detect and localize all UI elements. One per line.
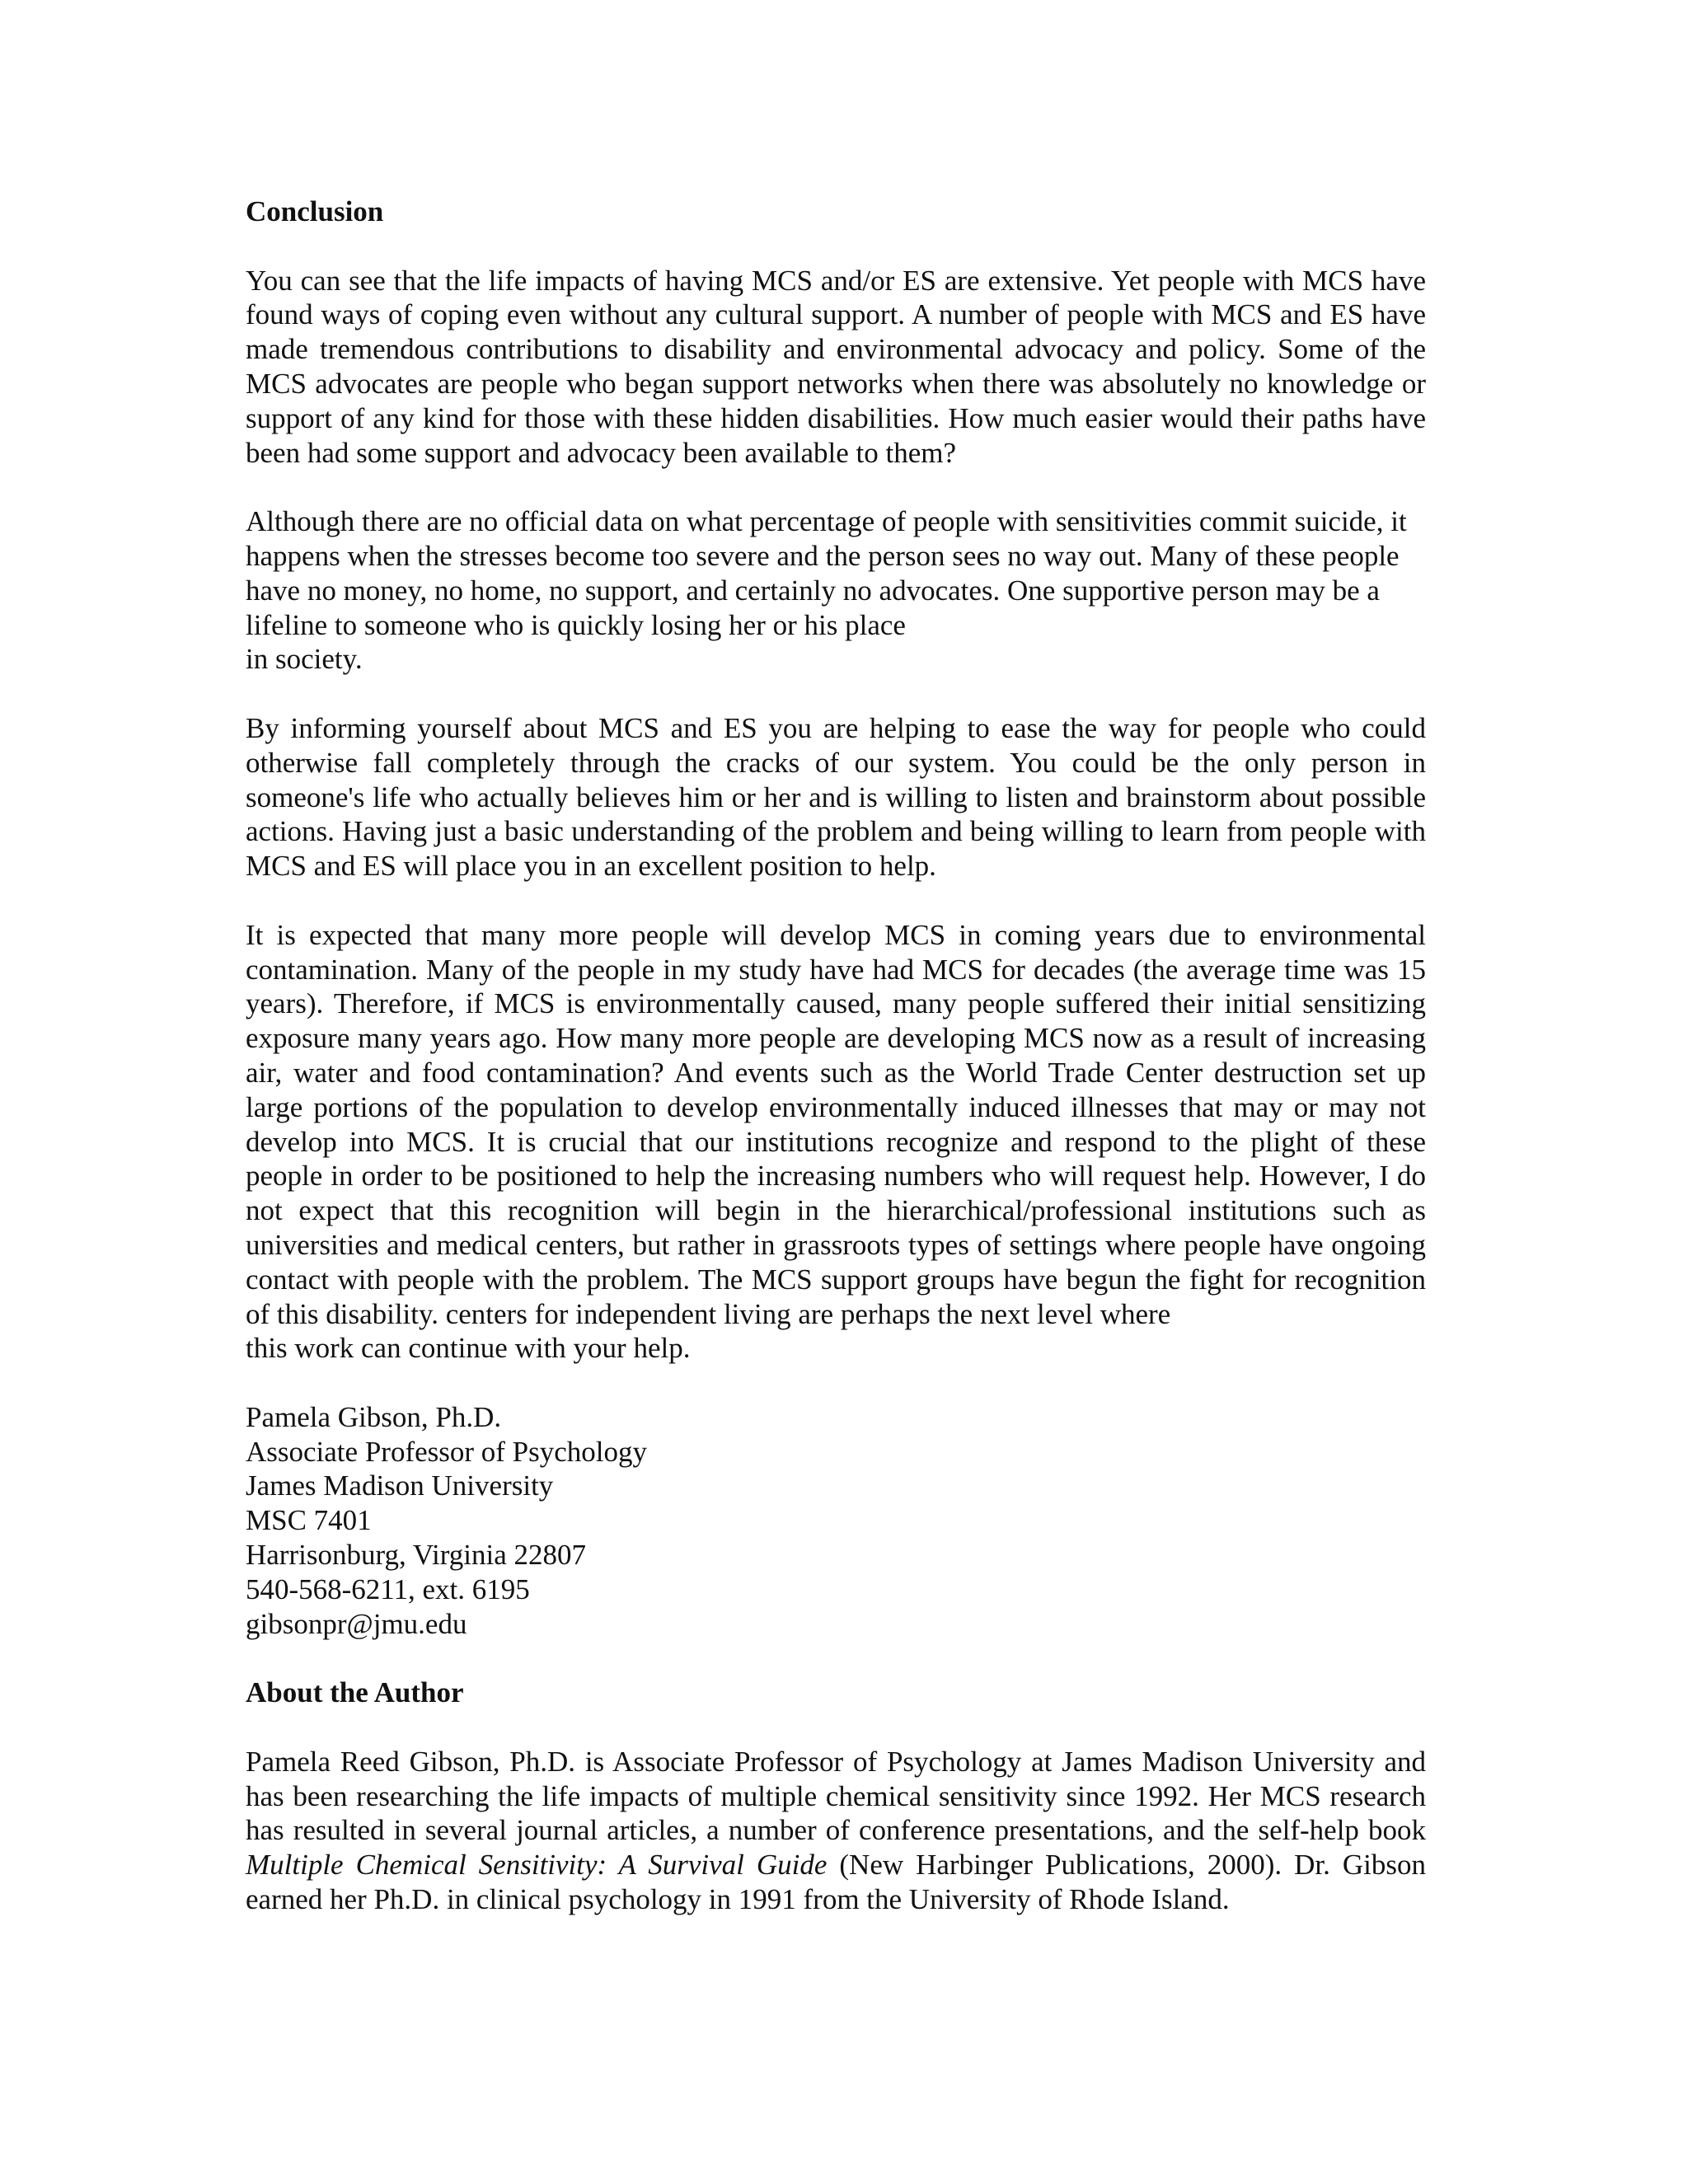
signature-title: Associate Professor of Psychology	[246, 1435, 648, 1468]
conclusion-paragraph-1: You can see that the life impacts of having MCS and/or ES are extensive. Yet people with MCS have found ways of coping even without any cultural support. A number of people with MCS and ES have made tremendous contributions to disability and environmental advocacy and policy. Some of the MCS advocates are people who began support networks when there was absolutely no knowledge or support of any kind for those with these hidden disabilities. How much easier would their paths have been had some support and advocacy been available to them?	[246, 264, 1426, 469]
about-heading: About the Author	[246, 1676, 464, 1709]
signature-email: gibsonpr@jmu.edu	[246, 1607, 467, 1640]
signature-university: James Madison University	[246, 1469, 554, 1502]
conclusion-paragraph-4	[246, 918, 1426, 1366]
signature-phone: 540-568-6211, ext. 6195	[246, 1572, 530, 1605]
conclusion-paragraph-3: By informing yourself about MCS and ES you are helping to ease the way for people who could otherwise fall completely through the cracks of our system. You could be the only person in someone's life who actually believes him or her and is willing to listen and brainstorm about possible actions. Having just a basic understanding of the problem and being willing to learn from people with MCS and ES will place you in an excellent position to help.	[246, 711, 1426, 883]
about-text-before-book: Pamela Reed Gibson, Ph.D. is Associate Professor of Psychology at James Madison University and has been researching the life impacts of multiple chemical sensitivity since 1992. Her MCS research has resulted in several journal articles, a number of conference presentations, and the self-help book	[246, 1745, 1426, 1847]
paragraph-4-main: It is expected that many more people will develop MCS in coming years due to environmental contamination. Many of the people in my study have had MCS for decades (the average time was 15 years). Therefore, if MCS is environmentally caused, many people suffered their initial sensitizing exposure many years ago. How many more people are developing MCS now as a result of increasing air, water and food contamination? And events such as the World Trade Center destruction set up large portions of the population to develop environmentally induced illnesses that may or may not develop into MCS. It is crucial that our institutions recognize and respond to the plight of these people in order to be positioned to help the increasing numbers who will request help. However, I do not expect that this recognition will begin in the hierarchical/professional institutions such as universities and medical centers, but rather in grassroots types of settings where people have ongoing contact with people with the problem. The MCS support groups have begun the fight for recognition of this disability. centers for independent living are perhaps the next level where	[246, 918, 1426, 1330]
signature-name: Pamela Gibson, Ph.D.	[246, 1400, 502, 1433]
signature-city: Harrisonburg, Virginia 22807	[246, 1539, 587, 1572]
about-book-title: Multiple Chemical Sensitivity: A Survival Guide	[246, 1849, 828, 1882]
conclusion-paragraph-2	[246, 504, 1426, 677]
paragraph-2-main: Although there are no official data on what percentage of people with sensitivities commit suicide, it happens when the stresses become too severe and the person sees no way out. Many of these people have no money, no home, no support, and certainly no advocates. One supportive person may be a lifeline to someone who is quickly losing her or his place	[246, 505, 1407, 641]
document-body	[246, 194, 1426, 1952]
conclusion-heading: Conclusion	[246, 195, 384, 227]
signature-msc: MSC 7401	[246, 1504, 372, 1537]
paragraph-2-tail: in society.	[246, 643, 363, 676]
about-paragraph	[246, 1745, 1426, 1917]
paragraph-4-tail: this work can continue with your help.	[246, 1332, 691, 1365]
author-signature-block	[246, 1400, 1426, 1642]
about-text-after-book: (New Harbinger Publications, 2000). Dr. Gibson earned her Ph.D. in clinical psychology in 1991 from the University of Rhode Island.	[246, 1849, 1427, 1916]
